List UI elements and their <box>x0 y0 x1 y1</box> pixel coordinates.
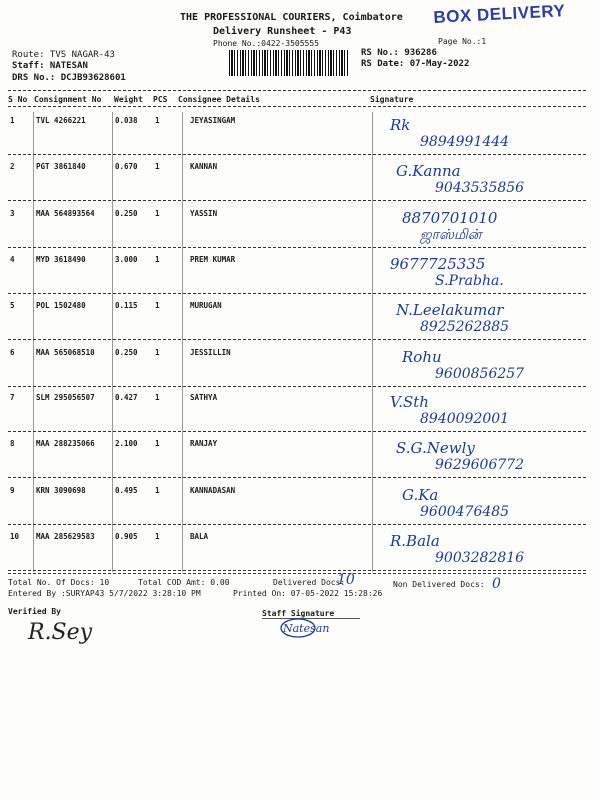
row-pcs: 1 <box>155 532 160 541</box>
row-separator <box>8 339 586 340</box>
row-separator <box>8 247 586 248</box>
row-consignee: YASSIN <box>190 209 218 218</box>
row-sno: 9 <box>10 486 15 495</box>
row-consignment: MYD 3618490 <box>36 255 86 264</box>
row-pcs: 1 <box>155 301 160 310</box>
row-signature-phone: 8940092001 <box>420 411 510 427</box>
row-weight: 0.905 <box>115 532 138 541</box>
row-consignee: SATHYA <box>190 393 218 402</box>
row-sno: 4 <box>10 255 15 264</box>
row-pcs: 1 <box>155 393 160 402</box>
row-consignee: BALA <box>190 532 209 541</box>
row-pcs: 1 <box>155 439 160 448</box>
row-pcs: 1 <box>155 348 160 357</box>
row-weight: 2.100 <box>115 439 138 448</box>
non-delivered-docs: Non Delivered Docs: <box>393 580 485 589</box>
row-consignee: JESSILLIN <box>190 348 231 357</box>
row-pcs: 1 <box>155 486 160 495</box>
row-signature-phone: 9600856257 <box>435 366 525 382</box>
row-sno: 10 <box>10 532 20 541</box>
row-consignee: PREM KUMAR <box>190 255 236 264</box>
row-weight: 0.427 <box>115 393 138 402</box>
row-signature-phone: 9894991444 <box>420 134 510 150</box>
row-signature-phone: 8925262885 <box>420 319 510 335</box>
row-consignment: SLM 295056507 <box>36 393 95 402</box>
row-separator <box>8 386 586 387</box>
row-consignment: MAA 565068510 <box>36 348 95 357</box>
delivered-docs-handwritten: 10 <box>337 572 355 588</box>
drs-number: DRS No.: DCJB93628601 <box>12 73 126 83</box>
total-docs: Total No. Of Docs: 10 <box>8 578 110 587</box>
row-sno: 3 <box>10 209 15 218</box>
sheet-title: Delivery Runsheet - P43 <box>213 26 352 37</box>
row-signature: S.G.Newly <box>396 439 475 457</box>
rs-date: RS Date: 07-May-2022 <box>361 59 470 69</box>
row-signature: G.Kanna <box>396 162 461 180</box>
row-signature: V.Sth <box>390 393 429 411</box>
col-consignment: Consignment No <box>34 95 102 104</box>
row-signature: Rohu <box>402 348 442 366</box>
row-sno: 7 <box>10 393 15 402</box>
row-pcs: 1 <box>155 209 160 218</box>
row-separator <box>8 477 586 478</box>
col-signature: Signature <box>370 95 414 104</box>
row-signature: 8870701010 <box>402 209 498 227</box>
row-sno: 2 <box>10 162 15 171</box>
entered-by: Entered By :SURYAP43 5/7/2022 3:28:10 PM <box>8 589 201 598</box>
col-pcs: PCS <box>153 95 168 104</box>
row-pcs: 1 <box>155 116 160 125</box>
row-sno: 1 <box>10 116 15 125</box>
row-sno: 8 <box>10 439 15 448</box>
row-sno: 5 <box>10 301 15 310</box>
printed-on: Printed On: 07-05-2022 15:28:26 <box>233 589 383 598</box>
staff-signature: Natesan <box>283 622 330 635</box>
col-divider <box>372 112 373 572</box>
row-consignee: MURUGAN <box>190 301 222 310</box>
row-weight: 3.000 <box>115 255 138 264</box>
box-delivery-stamp: BOX DELIVERY <box>433 1 566 27</box>
row-signature-phone: S.Prabha. <box>435 273 504 289</box>
row-separator <box>8 200 586 201</box>
row-consignment: MAA 285629583 <box>36 532 95 541</box>
staff-name: Staff: NATESAN <box>12 61 88 71</box>
col-divider <box>182 112 183 572</box>
row-signature-phone: ஜாஸ்மின் <box>420 227 482 243</box>
row-signature: Rk <box>390 116 411 134</box>
company-name: THE PROFESSIONAL COURIERS, Coimbatore <box>180 12 403 23</box>
row-signature: G.Ka <box>402 486 439 504</box>
row-separator <box>8 293 586 294</box>
staff-signature-label: Staff Signature <box>262 609 335 618</box>
row-weight: 0.038 <box>115 116 138 125</box>
row-weight: 0.115 <box>115 301 138 310</box>
row-weight: 0.250 <box>115 209 138 218</box>
row-consignment: MAA 288235066 <box>36 439 95 448</box>
row-signature-phone: 9629606772 <box>435 457 525 473</box>
total-cod: Total COD Amt: 0.00 <box>138 578 230 587</box>
row-sno: 6 <box>10 348 15 357</box>
row-signature: R.Bala <box>390 532 440 550</box>
row-separator <box>8 524 586 525</box>
col-divider <box>33 112 34 572</box>
row-consignment: TVL 4266221 <box>36 116 86 125</box>
row-consignment: POL 1502480 <box>36 301 86 310</box>
row-weight: 0.250 <box>115 348 138 357</box>
row-weight: 0.495 <box>115 486 138 495</box>
staff-signature-scribble <box>278 615 318 641</box>
row-signature: N.Leelakumar <box>396 301 504 319</box>
row-pcs: 1 <box>155 255 160 264</box>
non-delivered-handwritten: 0 <box>492 576 501 592</box>
row-signature-phone: 9003282816 <box>435 550 525 566</box>
row-pcs: 1 <box>155 162 160 171</box>
row-signature-phone: 9600476485 <box>420 504 510 520</box>
col-weight: Weight <box>114 95 143 104</box>
rs-number: RS No.: 936286 <box>361 48 437 58</box>
row-consignee: KANNAN <box>190 162 218 171</box>
row-consignment: KRN 3090698 <box>36 486 86 495</box>
row-signature: 9677725335 <box>390 255 486 273</box>
row-consignee: JEYASINGAM <box>190 116 236 125</box>
row-consignment: PGT 3861840 <box>36 162 86 171</box>
phone-number: Phone No.:0422-3505555 <box>213 39 319 48</box>
page-number: Page No.:1 <box>438 37 487 46</box>
row-separator <box>8 154 586 155</box>
row-consignment: MAA 564893564 <box>36 209 95 218</box>
row-weight: 0.670 <box>115 162 138 171</box>
footer-rule <box>8 573 586 574</box>
row-separator <box>8 431 586 432</box>
barcode <box>229 50 349 76</box>
header-top-rule <box>8 90 586 91</box>
col-sno: S No <box>8 95 28 104</box>
row-separator <box>8 570 586 571</box>
row-consignee: RANJAY <box>190 439 218 448</box>
row-signature-phone: 9043535856 <box>435 180 525 196</box>
col-consignee: Consignee Details <box>178 95 260 104</box>
row-consignee: KANNADASAN <box>190 486 236 495</box>
delivered-docs: Delivered Docs: <box>273 578 346 587</box>
verified-by-label: Verified By <box>8 607 61 616</box>
header-bottom-rule <box>8 106 586 107</box>
col-divider <box>112 112 113 572</box>
verified-signature: R.Sey <box>28 620 93 645</box>
route: Route: TVS NAGAR-43 <box>12 50 115 60</box>
